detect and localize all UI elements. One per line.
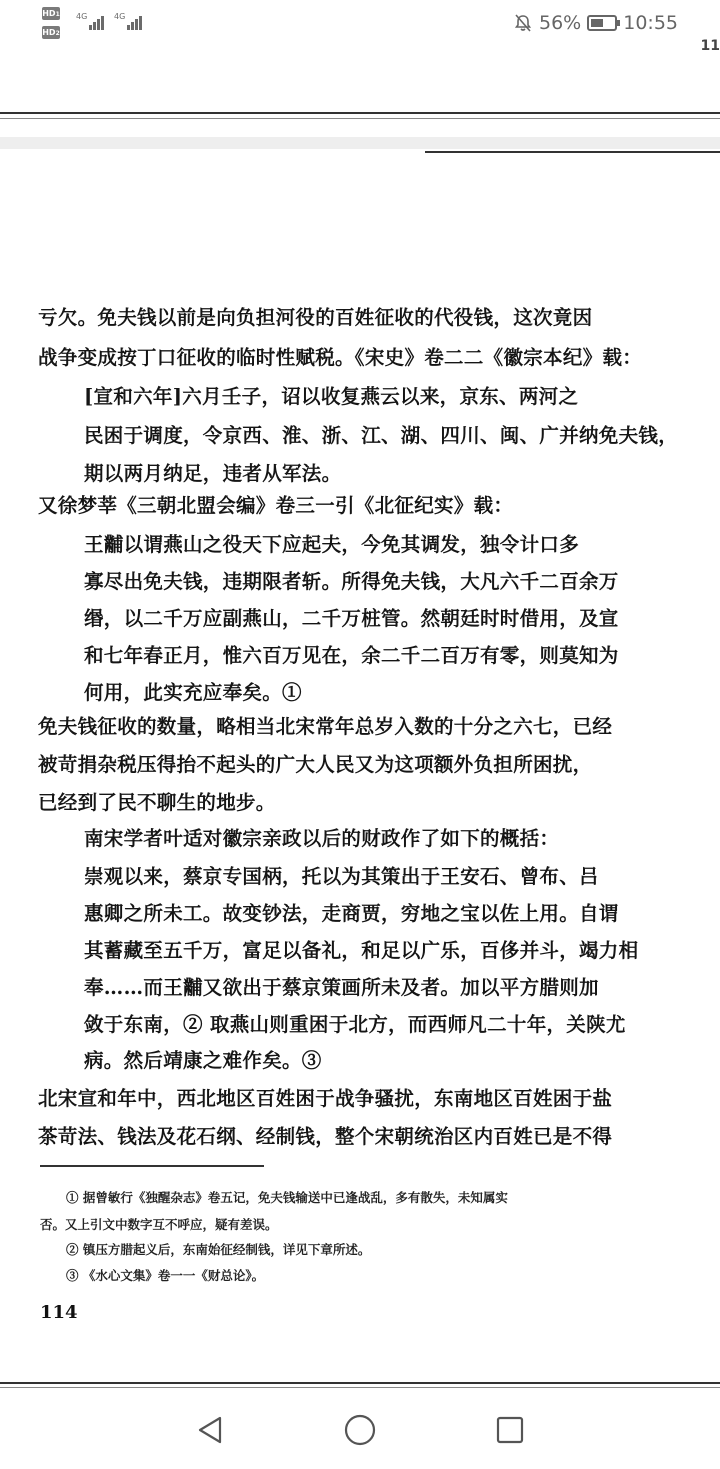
battery-percent: 56%: [539, 12, 582, 34]
footnote: ① 据曾敏行《独醒杂志》卷五记，免夫钱输送中已逢战乱，多有散失，未知属实: [66, 1190, 508, 1205]
quote-line: 崇观以来，蔡京专国柄，托以为其策出于王安石、曾布、吕: [84, 865, 599, 888]
status-bar: [0, 0, 720, 54]
scan-rule-bottom-thin: [0, 1387, 720, 1388]
back-icon: [196, 1415, 224, 1445]
scan-rule-bottom: [0, 1382, 720, 1384]
navigation-bar: [0, 1390, 720, 1469]
text-line: 被苛捐杂税压得抬不起头的广大人民又为这项额外负担所困扰，: [38, 753, 593, 776]
text-line: 南宋学者叶适对徽宗亲政以后的财政作了如下的概括：: [84, 827, 560, 850]
page-corner-number: 11: [700, 38, 720, 54]
signal-icon-sim2: 4G: [114, 12, 146, 30]
text-line: 又徐梦莘《三朝北盟会编》卷三一引《北征纪实》载：: [38, 494, 514, 517]
back-button[interactable]: [190, 1410, 230, 1450]
quote-line: [宣和六年]六月壬子，诏以收复燕云以来，京东、两河之: [84, 385, 579, 408]
home-button[interactable]: [340, 1410, 380, 1450]
quote-line: 缗，以二千万应副燕山，二千万桩管。然朝廷时时借用，及宣: [84, 607, 619, 630]
scan-rule-right: [425, 151, 720, 153]
clock: 10:55: [623, 12, 678, 34]
quote-line: 敛于东南，② 取燕山则重困于北方，而西师凡二十年，关陕尤: [84, 1013, 626, 1036]
quote-line: 民困于调度，令京西、淮、浙、江、湖、四川、闽、广并纳免夫钱，: [84, 424, 679, 447]
quote-line: 王黼以谓燕山之役天下应起夫，今免其调发，独令计口多: [84, 533, 580, 556]
signal-icon-sim1: 4G: [76, 12, 108, 30]
scan-rule-top-thin: [0, 118, 720, 119]
footnote: ② 镇压方腊起义后，东南始征经制钱，详见下章所述。: [66, 1242, 371, 1257]
footnote: ③ 《水心文集》卷一一《财总论》。: [66, 1268, 265, 1283]
hd-voice-icon-2: HD2: [42, 28, 60, 37]
scan-rule-top: [0, 112, 720, 114]
text-line: 已经到了民不聊生的地步。: [38, 791, 276, 814]
text-line: 亏欠。免夫钱以前是向负担河役的百姓征收的代役钱，这次竟因: [38, 306, 593, 329]
hd-voice-icon-1: HD1: [42, 9, 60, 18]
quote-line: 期以两月纳足，违者从军法。: [84, 462, 342, 485]
text-line: 北宋宣和年中，西北地区百姓困于战争骚扰，东南地区百姓困于盐: [38, 1087, 613, 1110]
footnote: 否。又上引文中数字互不呼应，疑有差误。: [40, 1217, 278, 1232]
text-line: 免夫钱征收的数量，略相当北宋常年总岁入数的十分之六七，已经: [38, 715, 613, 738]
recents-icon: [495, 1415, 525, 1445]
quote-line: 和七年春正月，惟六百万见在，余二千二百万有零，则莫知为: [84, 644, 619, 667]
home-icon: [343, 1413, 377, 1447]
status-right-group: [513, 10, 678, 36]
quote-line: 何用，此实充应奉矣。①: [84, 681, 302, 704]
battery-icon: [587, 15, 617, 31]
page-number: 114: [40, 1302, 78, 1323]
mute-bell-icon: [513, 13, 533, 33]
page-break-band: [0, 137, 720, 149]
quote-line: 其蓄藏至五千万，富足以备礼，和足以广乐，百侈并斗，竭力相: [84, 939, 639, 962]
text-line: 战争变成按丁口征收的临时性赋税。《宋史》卷二二《徽宗本纪》载：: [38, 346, 643, 369]
text-line: 茶苛法、钱法及花石纲、经制钱，整个宋朝统治区内百姓已是不得: [38, 1125, 613, 1148]
quote-line: 病。然后靖康之难作矣。③: [84, 1049, 322, 1072]
quote-line: 惠卿之所未工。故变钞法，走商贾，穷地之宝以佐上用。自谓: [84, 902, 619, 925]
quote-line: 奉……而王黼又欲出于蔡京策画所未及者。加以平方腊则加: [84, 976, 599, 999]
quote-line: 寡尽出免夫钱，违期限者斩。所得免夫钱，大凡六千二百余万: [84, 570, 619, 593]
recents-button[interactable]: [490, 1410, 530, 1450]
footnote-divider: [40, 1165, 264, 1167]
